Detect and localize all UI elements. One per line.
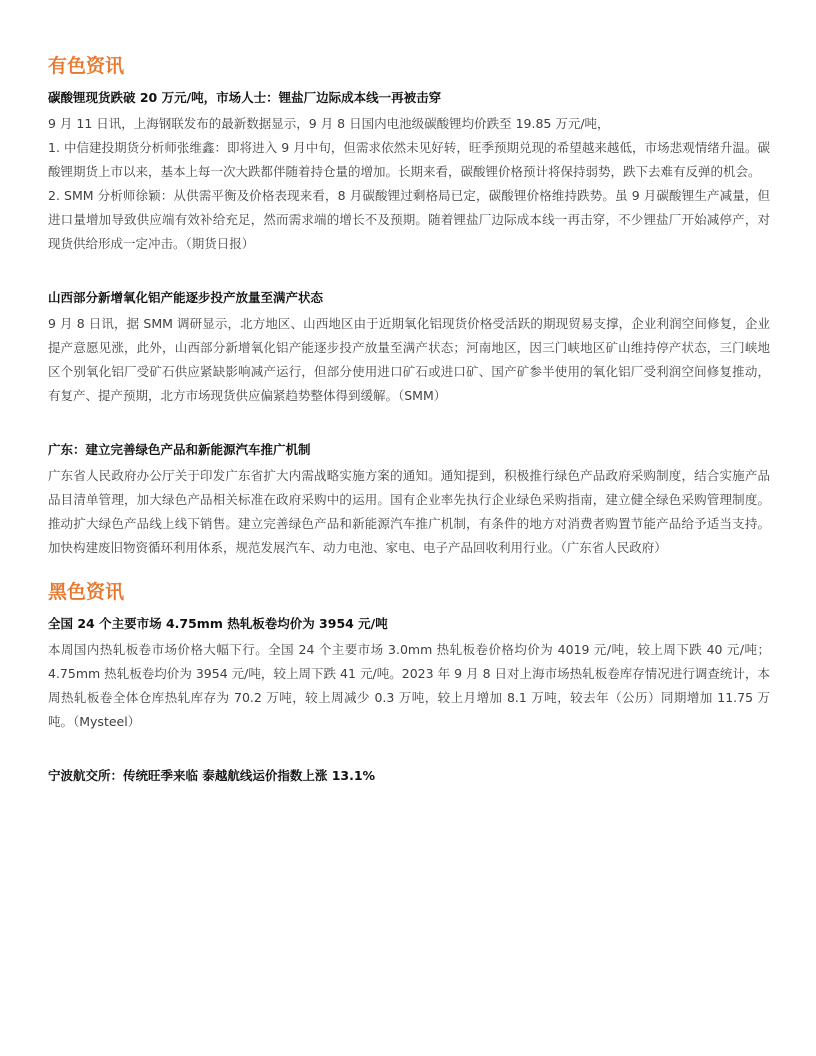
article (48, 288, 770, 408)
article-title: 全国 24 个主要市场 4.75mm 热轧板卷均价为 3954 元/吨 (48, 616, 388, 631)
article (48, 766, 770, 786)
section-title: 有色资讯 (48, 55, 125, 77)
article (48, 88, 770, 256)
article-paragraph: 2. SMM 分析师徐颖：从供需平衡及价格表现来看，8 月碳酸锂过剩格局已定，碳酸锂价格维持跌势。虽 9 月碳酸锂生产减量，但进口量增加导致供应端有效补给充足，然而需求端的增长不及预期。随着锂盐厂边际成本线一再击穿，不少锂盐厂开始减停产，对现货供给形成一定冲击。（期货日报） (48, 188, 770, 251)
article-paragraph: 1. 中信建投期货分析师张维鑫：即将进入 9 月中旬，但需求依然未见好转，旺季预期兑现的希望越来越低，市场悲观情绪升温。碳酸锂期货上市以来，基本上每一次大跌都伴随着持仓量的增加。长期来看，碳酸锂价格预计将保持弱势，跌下去难有反弹的机会。 (48, 140, 770, 179)
article-title: 山西部分新增氧化铝产能逐步投产放量至满产状态 (48, 290, 324, 305)
article (48, 614, 770, 734)
section-title: 黑色资讯 (48, 581, 125, 603)
article-paragraph: 广东省人民政府办公厅关于印发广东省扩大内需战略实施方案的通知。通知提到，积极推行绿色产品政府采购制度，结合实施产品品目清单管理，加大绿色产品相关标准在政府采购中的运用。国有企业率先执行企业绿色采购指南，建立健全绿色采购管理制度。推动扩大绿色产品线上线下销售。建立完善绿色产品和新能源汽车推广机制，有条件的地方对消费者购置节能产品给予适当支持。加快构建废旧物资循环利用体系，规范发展汽车、动力电池、家电、电子产品回收利用行业。（广东省人民政府） (48, 468, 770, 555)
article-paragraph: 9 月 8 日讯，据 SMM 调研显示，北方地区、山西地区由于近期氧化铝现货价格受活跃的期现贸易支撑，企业利润空间修复，企业提产意愿见涨，此外，山西部分新增氧化铝产能逐步投产放量至满产状态；河南地区，因三门峡地区矿山维持停产状态，三门峡地区个别氧化铝厂受矿石供应紧缺影响减产运行，但部分使用进口矿石或进口矿、国产矿参半使用的氧化铝厂受利润空间修复推动，有复产、提产预期，北方市场现货供应偏紧趋势整体得到缓解。（SMM） (48, 316, 770, 403)
article-title: 广东：建立完善绿色产品和新能源汽车推广机制 (48, 442, 311, 457)
document-page (48, 52, 770, 818)
section-ferrous (48, 578, 770, 786)
article (48, 440, 770, 560)
article-paragraph: 9 月 11 日讯，上海钢联发布的最新数据显示，9 月 8 日国内电池级碳酸锂均价跌至 19.85 万元/吨， (48, 116, 610, 131)
article-title: 碳酸锂现货跌破 20 万元/吨，市场人士：锂盐厂边际成本线一再被击穿 (48, 90, 442, 105)
article-paragraph: 本周国内热轧板卷市场价格大幅下行。全国 24 个主要市场 3.0mm 热轧板卷价格均价为 4019 元/吨，较上周下跌 40 元/吨；4.75mm 热轧板卷均价为 3954 元/吨，较上周下跌 41 元/吨。2023 年 9 月 8 日对上海市场热轧板卷库存情况进行调查统计，本周热轧板卷全体仓库热轧库存为 70.2 万吨，较上周减少 0.3 万吨，较上月增加 8.1 万吨，较去年（公历）同期增加 11.75 万吨。（Mysteel） (48, 642, 770, 729)
section-nonferrous (48, 52, 770, 560)
article-title: 宁波航交所：传统旺季来临 泰越航线运价指数上涨 13.1% (48, 768, 376, 783)
